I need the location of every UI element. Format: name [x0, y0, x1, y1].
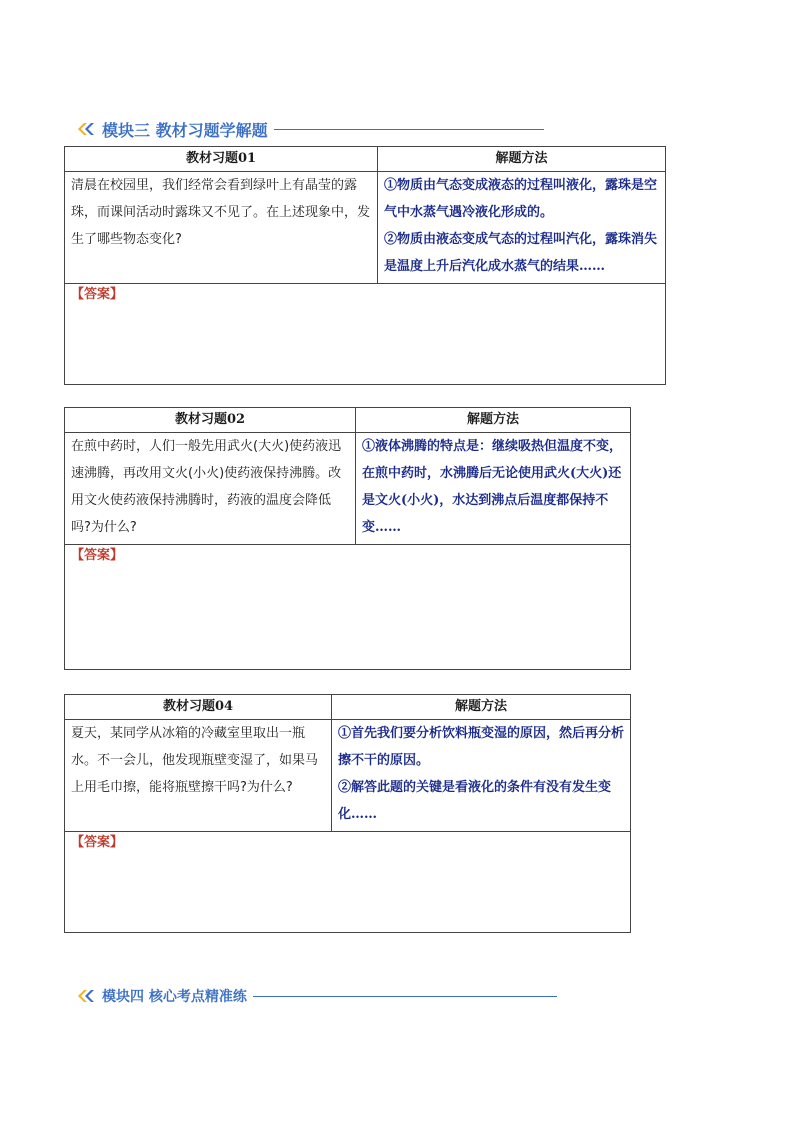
double-chevron-icon — [78, 122, 98, 136]
method-step: ②物质由液态变成气态的过程叫汽化，露珠消失是温度上升后汽化成水蒸气的结果…… — [384, 232, 658, 274]
method-header: 解题方法 — [332, 695, 631, 720]
double-chevron-icon — [78, 989, 98, 1003]
exercise-header: 教材习题01 — [65, 147, 378, 172]
method-header: 解题方法 — [356, 408, 631, 433]
exercise-table-1 — [64, 146, 666, 385]
module-3-title: 模块三 教材习题学解题 — [102, 120, 268, 140]
method-content — [356, 433, 631, 545]
answer-label: 【答案】 — [71, 835, 124, 850]
exercise-header: 教材习题04 — [65, 695, 332, 720]
method-step: ①首先我们要分析饮料瓶变湿的原因，然后再分析擦不干的原因。 — [338, 726, 625, 768]
exercise-question: 在煎中药时，人们一般先用武火(大火)使药液迅速沸腾，再改用文火(小火)使药液保持沸腾。改用文火使药液保持沸腾时，药液的温度会降低吗?为什么? — [65, 433, 356, 545]
exercise-question: 夏天，某同学从冰箱的冷藏室里取出一瓶水。不一会儿，他发现瓶壁变湿了，如果马上用毛巾擦，能将瓶壁擦干吗?为什么? — [65, 720, 332, 832]
answer-area — [65, 832, 631, 933]
exercise-table-3 — [64, 694, 631, 933]
exercise-question: 清晨在校园里，我们经常会看到绿叶上有晶莹的露珠，而课间活动时露珠又不见了。在上述现象中，发生了哪些物态变化? — [65, 172, 378, 284]
heading-rule — [274, 129, 544, 130]
exercise-table-2 — [64, 407, 631, 670]
module-4-title: 模块四 核心考点精准练 — [102, 989, 247, 1005]
module-3-heading — [78, 117, 544, 141]
answer-area — [65, 284, 666, 385]
method-header: 解题方法 — [378, 147, 666, 172]
answer-label: 【答案】 — [71, 287, 124, 302]
method-content — [378, 172, 666, 284]
answer-label: 【答案】 — [71, 548, 124, 563]
heading-rule — [253, 996, 557, 997]
answer-area — [65, 545, 631, 670]
exercise-header: 教材习题02 — [65, 408, 356, 433]
method-step: ①物质由气态变成液态的过程叫液化，露珠是空气中水蒸气遇冷液化形成的。 — [384, 178, 658, 220]
method-content — [332, 720, 631, 832]
method-step: ②解答此题的关键是看液化的条件有没有发生变化…… — [338, 780, 612, 822]
method-step: ①液体沸腾的特点是：继续吸热但温度不变，在煎中药时，水沸腾后无论使用武火(大火)还是文火(小火)，水达到沸点后温度都保持不变…… — [362, 439, 623, 535]
module-4-heading — [78, 984, 557, 1008]
